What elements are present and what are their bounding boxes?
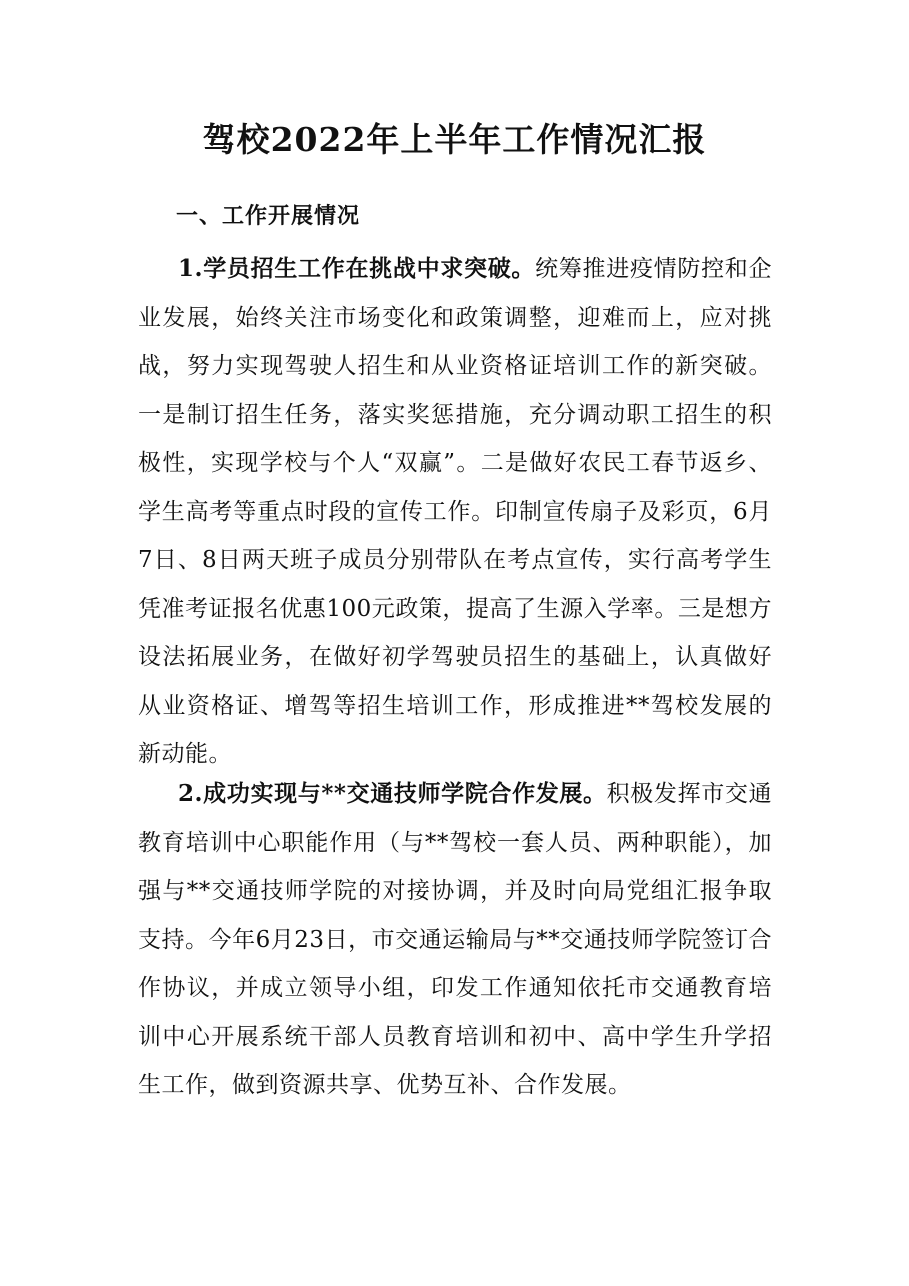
document-title: 驾校2022年上半年工作情况汇报 <box>202 120 707 159</box>
section-heading: 一、工作开展情况 <box>176 203 361 229</box>
paragraph-2-lead: 2.成功实现与**交通技师学院合作发展。 <box>178 780 607 807</box>
paragraph-1-lead: 1.学员招生工作在挑战中求突破。 <box>178 255 536 282</box>
paragraph-2 <box>138 770 772 1110</box>
paragraph-1 <box>138 245 772 779</box>
paragraph-2-body: 积极发挥市交通教育培训中心职能作用（与**驾校一套人员、两种职能），加强与**交通技师学院的对接协调，并及时向局党组汇报争取支持。今年6月23日，市交通运输局与**交通技师学院签订合作协议，并成立领导小组，印发工作通知依托市交通教育培训中心开展系统干部人员教育培训和初中、高中学生升学招生工作，做到资源共享、优势互补、合作发展。 <box>138 781 772 1098</box>
paragraph-1-body: 统筹推进疫情防控和企业发展，始终关注市场变化和政策调整，迎难而上，应对挑战，努力实现驾驶人招生和从业资格证培训工作的新突破。一是制订招生任务，落实奖惩措施，充分调动职工招生的积极性，实现学校与个人“双赢”。二是做好农民工春节返乡、学生高考等重点时段的宣传工作。印制宣传扇子及彩页，6月7日、8日两天班子成员分别带队在考点宣传，实行高考学生凭准考证报名优惠100元政策，提高了生源入学率。三是想方设法拓展业务，在做好初学驾驶员招生的基础上，认真做好从业资格证、增驾等招生培训工作，形成推进**驾校发展的新动能。 <box>138 256 773 767</box>
